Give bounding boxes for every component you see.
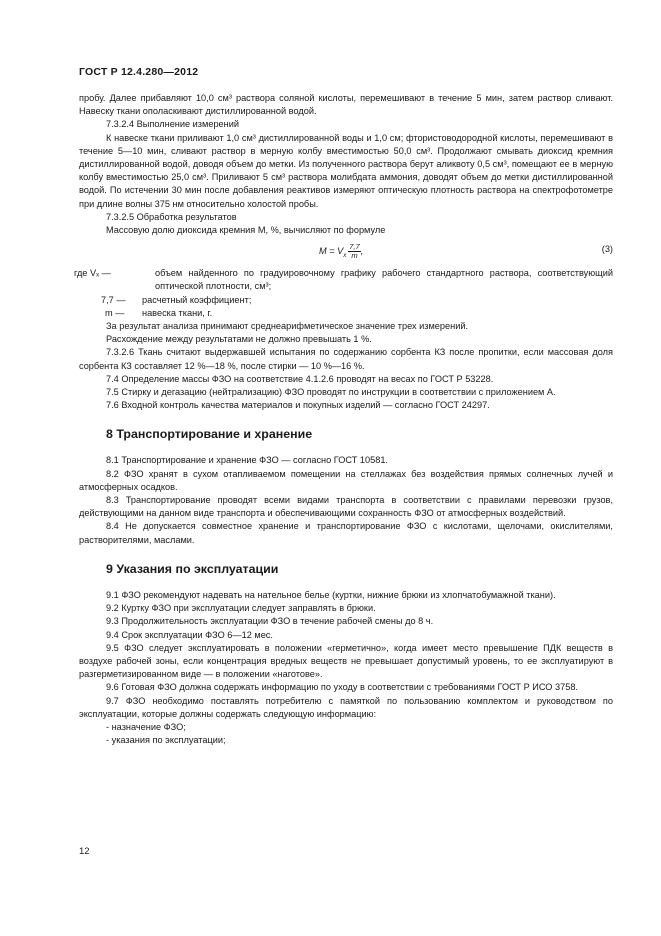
where-item [74, 267, 613, 293]
formula-3 [79, 237, 613, 267]
paragraph: К навеске ткани приливают 1,0 см³ дистиллированной воды и 1,0 см; фтористоводородной кислоты, перемешивают в течение 5—10 мин, сливают раствор в мерную колбу вместимостью 50,0 см³. Продолжают смывать диоксид кремния дистиллированной водой, доводя объем до метки. Из полученного раствора берут аликвоту 0,5 см³, помещают ее в мерную колбу вместимостью 25,0 см³. Приливают 5 см³ раствора молибдата аммония, доводят объем до метки дистиллированной водой. По истечении 30 мин после добавления реактивов измеряют оптическую плотность раствора на спектрофотометре при длине волны 375 нм относительно холостой пробы. [79, 132, 613, 209]
paragraph: 9.1 ФЗО рекомендуют надевать на нательное белье (куртки, нижние брюки из хлопчатобумажной ткани). [106, 589, 556, 600]
section-heading-9: 9 Указания по эксплуатации [106, 561, 279, 576]
where-term: где Vₓ — [74, 268, 111, 279]
paragraph: 9.6 Готовая ФЗО должна содержать информацию по уходу в соответствии с требованиями ГОСТ Р ИСО 3758. [106, 682, 578, 693]
paragraph: Расхождение между результатами не должно превышать 1 %. [106, 334, 372, 345]
formula-numerator: 7,7 [349, 242, 360, 252]
where-definition: расчетный коэффициент; [142, 294, 252, 305]
paragraph: 7.3.2.6 Ткань считают выдержавшей испытания по содержанию сорбента КЗ после пропитки, если массовая доля сорбента КЗ составляет 12 %—18 %, после стирки — 10 %—16 %. [79, 347, 613, 371]
paragraph: Массовую долю диоксида кремния M, %, вычисляют по формуле [106, 225, 386, 236]
subsection-7-3-2-5: 7.3.2.5 Обработка результатов [106, 211, 237, 222]
page-number: 12 [79, 846, 90, 857]
document-header: ГОСТ Р 12.4.280—2012 [79, 66, 199, 78]
paragraph: пробу. Далее прибавляют 10,0 см³ раствора соляной кислоты, перемешивают в течение 5 мин, затем раствор сливают. Навеску ткани ополаскивают дистиллированной водой. [79, 93, 613, 117]
paragraph: 8.4 Не допускается совместное хранение и транспортирование ФЗО с кислотами, щелочами, окислителями, растворителями, маслами. [79, 521, 613, 545]
formula-subscript: x [343, 253, 347, 259]
paragraph: За результат анализа принимают среднеарифметическое значение трех измерений. [106, 321, 469, 332]
where-definition: объем найденного по градуировочному графику рабочего стандартного раствора, соответствующий оптической плотности, см³; [155, 268, 613, 292]
paragraph: 9.7 ФЗО необходимо поставлять потребителю с памяткой по пользованию комплектом и руководством по эксплуатации, которые должны содержать следующую информацию: [79, 695, 613, 719]
paragraph: 8.1 Транспортирование и хранение ФЗО — согласно ГОСТ 10581. [106, 455, 388, 466]
paragraph: 9.4 Срок эксплуатации ФЗО 6—12 мес. [106, 629, 273, 640]
paragraph: 8.3 Транспортирование проводят всеми видами транспорта в соответствии с правилами перевозки грузов, действующими на данном виде транспорта и обеспечивающими сохранность ФЗО от атмосферных воздействий. [79, 495, 613, 519]
paragraph: 8.2 ФЗО хранят в сухом отапливаемом помещении на стеллажах без воздействия прямых солнечных лучей и атмосферных осадков. [79, 468, 613, 492]
where-item [79, 294, 613, 307]
document-body [74, 92, 613, 747]
list-item: - указания по эксплуатации; [106, 735, 226, 746]
paragraph: 7.4 Определение массы ФЗО на соответствие 4.1.2.6 проводят на весах по ГОСТ Р 53228. [106, 373, 494, 384]
paragraph: 7.6 Входной контроль качества материалов и покупных изделий — согласно ГОСТ 24297. [106, 400, 490, 411]
paragraph: 9.2 Куртку ФЗО при эксплуатации следует заправлять в брюки. [106, 603, 376, 614]
where-definition: навеска ткани, г. [142, 307, 213, 318]
section-heading-8: 8 Транспортирование и хранение [106, 427, 313, 442]
formula-lhs: M = V [319, 246, 344, 257]
formula-number: (3) [601, 244, 613, 255]
formula-expression [319, 243, 363, 260]
where-term: 7,7 — [101, 294, 126, 305]
where-item [79, 307, 613, 320]
formula-fraction [348, 243, 360, 260]
list-item: - назначение ФЗО; [106, 721, 186, 732]
paragraph: 7.5 Стирку и дегазацию (нейтрализацию) ФЗО проводят по инструкции в соответствии с приложением А. [106, 387, 556, 398]
paragraph: 9.3 Продолжительность эксплуатации ФЗО в течение рабочей смены до 8 ч. [106, 616, 434, 627]
formula-denominator: m [351, 251, 358, 261]
subsection-7-3-2-4: 7.3.2.4 Выполнение измерений [106, 119, 240, 130]
where-term: m — [105, 307, 125, 318]
paragraph: 9.5 ФЗО следует эксплуатировать в положении «герметично», когда имеет место превышение ПДК веществ в воздухе рабочей зоны, если концентрация вредных веществ не превышает допустимый уровень, то ее эксплуатируют в разгерметизированном виде — в положении «наготове». [79, 642, 613, 680]
formula-end: , [360, 246, 364, 257]
